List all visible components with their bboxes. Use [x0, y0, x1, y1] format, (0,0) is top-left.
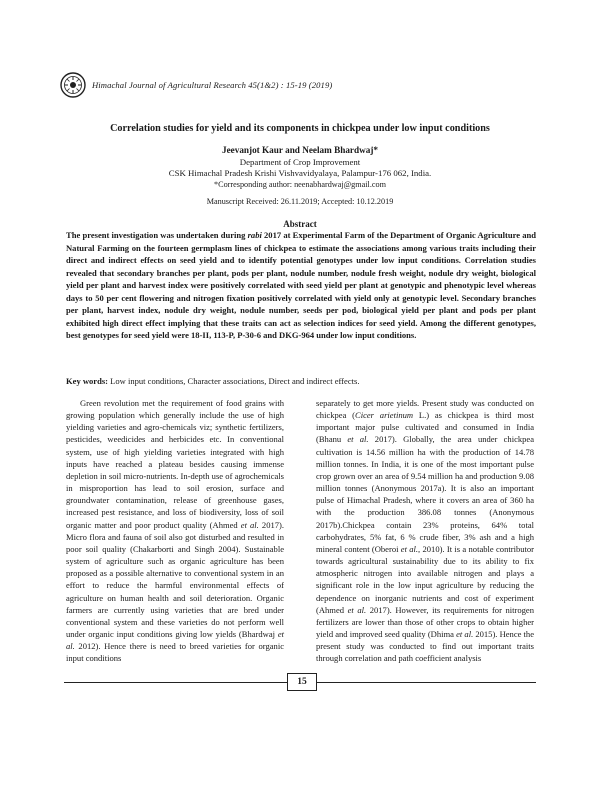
- abstract-text: The present investigation was undertaken during rabi 2017 at Experimental Farm of the Department of Organic Agriculture and Natural Farming on the fourteen germplasm lines of chickpea to estimate the associations among various traits including their direct and indirect effects on seed yield and to identify potential genotypes under low input conditions. Correlation studies revealed that secondary branches per plant, pods per plant, nodule number, nodule fresh weight, nodule dry weight, biological yield per plant and harvest index were positively correlated with seed yield per plant at genotypic and phenotypic level whereas days to 50 per cent flowering and nitrogen fixation positively correlated with yield only at genotypic level. Secondary branches per plant, harvest index, nodule dry weight, nodule number, seeds per pod, biological yield per plant and pods per plant exhibited high direct effect implying that these traits can act as selection indices for seed yield. Among the different genotypes, best genotypes for seed yield were 18-II, 113-P, P-30-6 and DKG-964 under low input conditions.: [66, 230, 536, 340]
- manuscript-dates: Manuscript Received: 26.11.2019; Accepted: 10.12.2019: [206, 197, 394, 206]
- corresponding-author: *Corresponding author: neenabhardwaj@gmail.com: [214, 180, 386, 189]
- abstract-heading: Abstract: [283, 219, 317, 229]
- journal-citation: Himachal Journal of Agricultural Research 45(1&2) : 15-19 (2019): [92, 80, 333, 90]
- department: Department of Crop Improvement: [239, 157, 361, 167]
- keywords: Key words: Low input conditions, Character associations, Direct and indirect effects.: [66, 376, 360, 386]
- body-column-left: Green revolution met the requirement of food grains with growing population which generally include the use of high yielding varieties and agro-chemicals viz; synthetic fertilizers, pesticides, weedicides and herbicides etc. In conventional system, use of high yielding varieties integrated with high inputs have reached a plateau besides causing immense depletion in soil micro-nutrients. In-depth use of agrochemicals in misproportion has lead to soil erosion, surface and groundwater contamination, release of greenhouse gases, increased pest resistance, and loss of biodiversity, loss of soil organic matter and poor product quality (Ahmed et al. 2017). Micro flora and fauna of soil also got disturbed and resulted in poor soil quality (Chakarborti and Singh 2004). Sustainable system of agriculture such as organic agriculture has been proposed as a possible alternative to conventional system in an effort to reduce the harmful environmental effects of agriculture on human health and soil deterioration. Organic farmers are currently using varieties that are bred under conventional system and these varieties do not perform well under organic input conditions giving low yields (Bhardwaj et al. 2012). Hence there is need to breed varieties for organic input conditions: [66, 398, 284, 664]
- page-number: 15: [287, 673, 317, 691]
- body-column-right: separately to get more yields. Present study was conducted on chickpea (Cicer arietinum L.) as chickpea is third most important major pulse cultivated and consumed in India (Bhanu et al. 2017). Globally, the area under chickpea cultivation is 14.56 million ha with the production of 14.78 million tonnes. In India, it is one of the most important pulse crop grown over an area of 9.54 million ha and production 9.08 million tonnes (Anonymous 2017a). It is also an important pulse of Himachal Pradesh, where it covers an area of 360 ha with the production 386.08 tonnes (Anonymous 2017b).Chickpea contain 23% proteins, 64% total carbohydrates, 5% fat, 6 % crude fiber, 3% ash and a high mineral content (Oberoi et al., 2010). It is a notable contributor towards agricultural sustainability due to its ability to fix atmospheric nitrogen into available nitrogen and plays a significant role in the low input agriculture by reducing the dependence on inorganic nutrients and cost of experiment (Ahmed et al. 2017). However, its requirements for nitrogen fertilizers are lower than those of other crops to obtain higher yield and improved seed quality (Dhima et al. 2015). Hence the present study was conducted to find out important traits through correlation and path coefficient analysis: [316, 398, 535, 664]
- affiliation: CSK Himachal Pradesh Krishi Vishvavidyalaya, Palampur-176 062, India.: [168, 168, 432, 178]
- university-emblem-icon: [60, 72, 86, 98]
- authors: Jeevanjot Kaur and Neelam Bhardwaj*: [221, 145, 378, 155]
- paper-title: Correlation studies for yield and its components in chickpea under low input conditions: [110, 123, 490, 134]
